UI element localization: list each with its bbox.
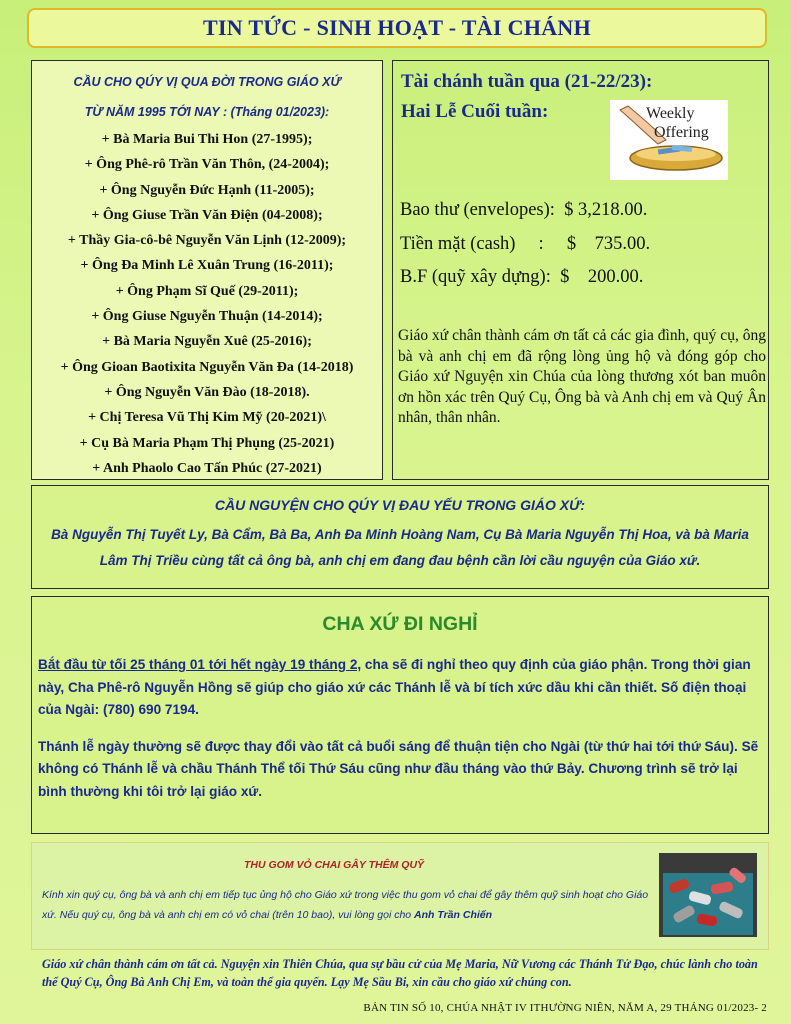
- vacation-title: CHA XỨ ĐI NGHỈ: [322, 613, 478, 635]
- finance-title: Tài chánh tuần qua (21-22/23):: [401, 71, 653, 92]
- pastor-vacation-box: [31, 596, 769, 834]
- weekly-offering-image: [610, 100, 728, 180]
- vacation-paragraph-1: [38, 654, 762, 722]
- list-item: + Ông Nguyễn Văn Đào (18-2018).: [104, 384, 310, 400]
- bf-row: [400, 267, 643, 288]
- offering-text-weekly: Weekly: [646, 105, 695, 122]
- vacation-p1-rest: cha sẽ đi nghỉ theo quy định của giáo phận. Trong thời gian này, Cha Phê-rô Nguyễn Hồng sẽ giúp cho giáo xứ các Thánh lễ và bí tích xức dầu khi cần thiết. Số điện thoại của Ngài: (780) 690 7194.: [38, 657, 751, 717]
- bottle-drive-box: [31, 842, 769, 950]
- list-item: + Ông Nguyễn Đức Hạnh (11-2005);: [99, 182, 315, 198]
- list-item: + Ông Đa Minh Lê Xuân Trung (16-2011);: [80, 258, 334, 274]
- cash-label: Tiền mặt (cash) :: [400, 234, 544, 254]
- list-item: + Cụ Bà Maria Phạm Thị Phụng (25-2021): [79, 435, 335, 451]
- list-item: + Ông Phạm Sĩ Quế (29-2011);: [115, 283, 299, 299]
- sick-body: Bà Nguyễn Thị Tuyết Ly, Bà Cẩm, Bà Ba, Anh Đa Minh Hoàng Nam, Cụ Bà Maria Nguyễn Thị Hoa, và bà Maria Lâm Thị Triều cùng tất cả ông bà, anh chị em đang đau bệnh cần lời cầu nguyện của Giáo xứ.: [51, 527, 749, 568]
- list-item: + Ông Giuse Trần Văn Điện (04-2008);: [91, 207, 323, 223]
- page-title: TIN TỨC - SINH HOẠT - TÀI CHÁNH: [202, 15, 592, 40]
- vacation-dates: Bắt đầu từ tối 25 tháng 01 tới hết ngày 19 tháng 2,: [38, 657, 362, 672]
- bottle-heading: THU GOM VỎ CHAI GÂY THÊM QUỸ: [244, 859, 425, 871]
- list-item: + Thầy Gia-cô-bê Nguyễn Văn Lịnh (12-2009);: [67, 233, 347, 249]
- list-item: + Bà Maria Bui Thi Hon (27-1995);: [101, 132, 313, 147]
- list-item: + Ông Giuse Nguyễn Thuận (14-2014);: [91, 309, 323, 325]
- bottle-body-text: Kính xin quý cụ, ông bà và anh chị em tiếp tục ủng hộ cho Giáo xứ trong việc thu gom vỏ chai để gây thêm quỹ sinh hoạt cho Giáo xứ. Nếu quý cụ, ông bà và anh chị em có vỏ chai (trên 10 bao), vui lòng gọi cho: [42, 889, 649, 921]
- list-item: + Anh Phaolo Cao Tấn Phúc (27-2021): [92, 460, 322, 476]
- deceased-names-list: [38, 127, 376, 481]
- offering-text-offering: Offering: [654, 124, 709, 141]
- list-item: + Chị Teresa Vũ Thị Kim Mỹ (20-2021)\: [88, 410, 326, 426]
- sick-prayer-box: [31, 485, 769, 589]
- finance-subtitle: Hai Lễ Cuối tuần:: [401, 101, 549, 122]
- bottle-body: [42, 885, 652, 925]
- bf-value: $ 200.00.: [560, 267, 644, 287]
- page-header: [27, 8, 767, 48]
- deceased-heading-1: CẦU CHO QÚY VỊ QUA ĐỜI TRONG GIÁO XỨ: [73, 75, 341, 89]
- blessing-text: Giáo xứ chân thành cám ơn tất cả. Nguyện xin Thiên Chúa, qua sự bầu cử của Mẹ Maria, Nữ Vương các Thánh Tử Đạo, chúc lành cho toàn thể Quý Cụ, Ông Bà Anh Chị Em, và toàn thể gia quyến. Lạy Mẹ Sầu Bi, xin cầu cho giáo xứ chúng con.: [42, 957, 758, 989]
- bottles-photo: [659, 853, 757, 937]
- list-item: + Ông Gioan Baotixita Nguyễn Văn Đa (14-2018): [60, 359, 354, 375]
- vacation-paragraph-2: Thánh lễ ngày thường sẽ được thay đổi vào tất cả buổi sáng để thuận tiện cho Ngài (từ thứ hai tới thứ Sáu). Sẽ không có Thánh lễ và chầu Thánh Thể tối Thứ Sáu cũng như đầu tháng vào thứ Bảy. Chương trình sẽ trở lại bình thường khi tôi trở lại giáo xứ.: [38, 738, 759, 799]
- cash-row: [400, 234, 650, 255]
- list-item: + Bà Maria Nguyễn Xuê (25-2016);: [102, 334, 312, 350]
- deceased-list-box: [31, 60, 383, 480]
- envelopes-value: $ 3,218.00.: [564, 200, 648, 220]
- cash-value: $ 735.00.: [566, 234, 651, 254]
- envelopes-label: Bao thư (envelopes):: [400, 200, 555, 220]
- deceased-heading-2: TỪ NĂM 1995 TỚI NAY : (Tháng 01/2023):: [84, 105, 330, 119]
- bf-label: B.F (quỹ xây dựng):: [400, 267, 551, 287]
- finance-thanks-text: Giáo xứ chân thành cám ơn tất cả các gia đình, quý cụ, ông bà và anh chị em đã rộng lòng ủng hộ và đóng góp cho Giáo xứ Nguyện xin Chúa của lòng thương xót ban muôn ơn hồn xác trên Quý Cụ, Ông bà và Anh chị em và Quý Ân nhân, thân nhân.: [398, 327, 766, 426]
- sick-heading: CẦU NGUYỆN CHO QÚY VỊ ĐAU YẾU TRONG GIÁO XỨ:: [214, 497, 586, 513]
- envelopes-row: [400, 200, 647, 221]
- list-item: + Ông Phê-rô Trần Văn Thôn, (24-2004);: [84, 157, 330, 173]
- bottle-contact: Anh Trần Chiến: [414, 909, 493, 921]
- footer-text: BẢN TIN SỐ 10, CHÚA NHẬT IV ITHƯỜNG NIÊN, NĂM A, 29 THÁNG 01/2023- 2: [363, 1002, 767, 1014]
